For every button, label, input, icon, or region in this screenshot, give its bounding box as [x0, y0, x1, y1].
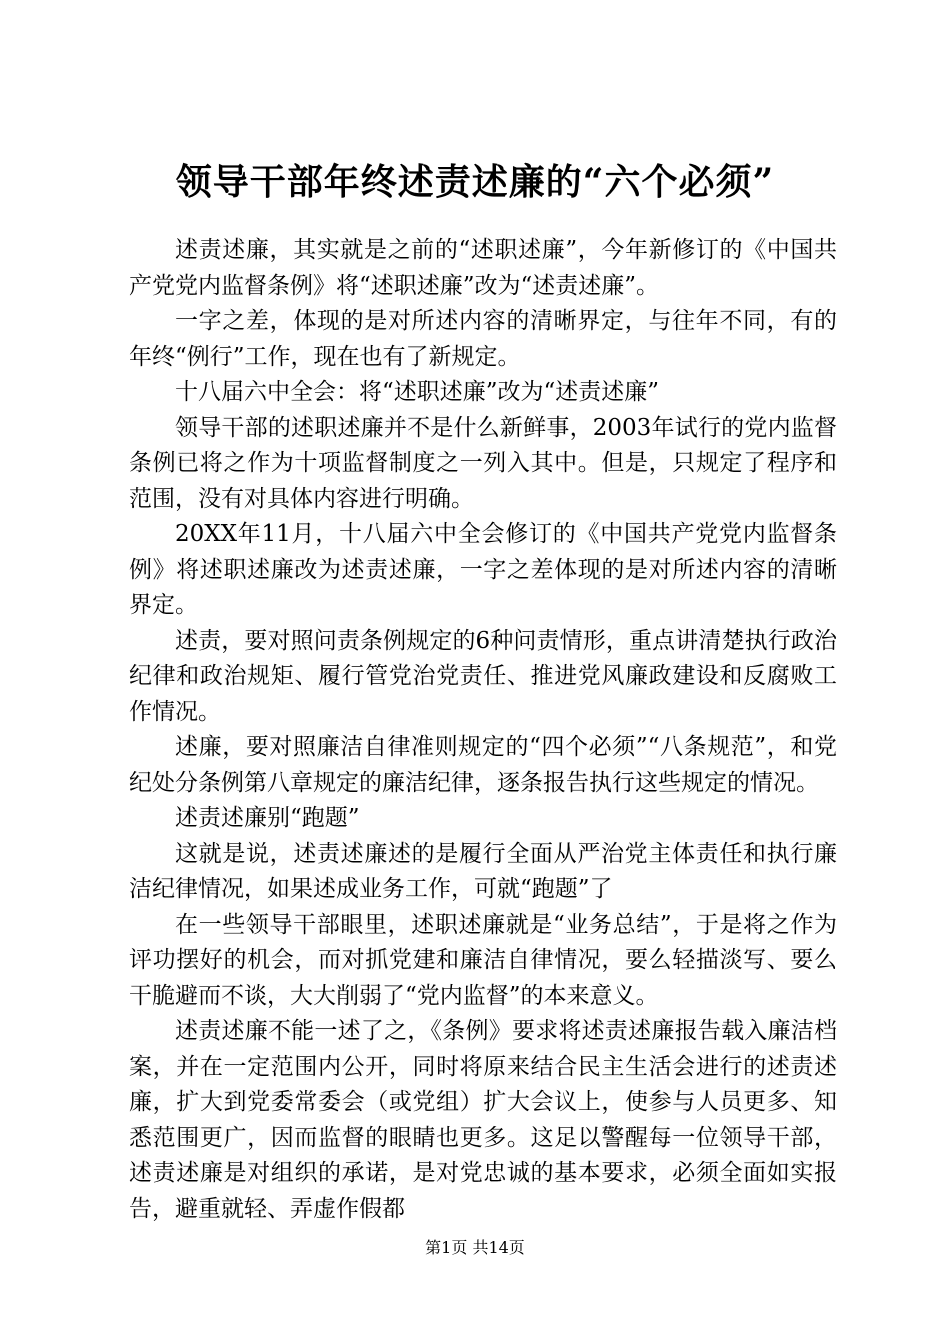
paragraph: 这就是说，述责述廉述的是履行全面从严治党主体责任和执行廉洁纪律情况，如果述成业务工作，可就“跑题”了 — [129, 840, 837, 902]
paragraph: 20XX年11月，十八届六中全会修订的《中国共产党党内监督条例》将述职述廉改为述责述廉，一字之差体现的是对所述内容的清晰界定。 — [129, 521, 837, 618]
section-heading: 述责述廉别“跑题” — [175, 805, 360, 831]
paragraph: 述廉，要对照廉洁自律准则规定的“四个必须”“八条规范”，和党纪处分条例第八章规定的廉洁纪律，逐条报告执行这些规定的情况。 — [129, 734, 837, 796]
paragraph: 一字之差，体现的是对所述内容的清晰界定，与往年不同，有的年终“例行”工作，现在也有了新规定。 — [129, 308, 837, 370]
paragraph: 在一些领导干部眼里，述职述廉就是“业务总结”，于是将之作为评功摆好的机会，而对抓党建和廉洁自律情况，要么轻描淡写、要么干脆避而不谈，大大削弱了“党内监督”的本来意义。 — [129, 911, 837, 1009]
document-title: 领导干部年终述责述廉的“六个必须” — [175, 161, 775, 203]
document-body — [129, 233, 837, 1227]
paragraph: 述责，要对照问责条例规定的6种问责情形，重点讲清楚执行政治纪律和政治规矩、履行管党治党责任、推进党风廉政建设和反腐败工作情况。 — [129, 627, 837, 725]
paragraph: 述责述廉不能一述了之，《条例》要求将述责述廉报告载入廉洁档案，并在一定范围内公开，同时将原来结合民主生活会进行的述责述廉，扩大到党委常委会（或党组）扩大会议上，使参与人员更多、知悉范围更广，因而监督的眼睛也更多。这足以警醒每一位领导干部，述责述廉是对组织的承诺，是对党忠诚的基本要求，必须全面如实报告，避重就轻、弄虚作假都 — [129, 1018, 837, 1222]
section-heading: 十八届六中全会：将“述职述廉”改为“述责述廉” — [175, 379, 660, 405]
page-number: 第1页 共14页 — [425, 1238, 525, 1257]
paragraph: 领导干部的述职述廉并不是什么新鲜事，2003年试行的党内监督条例已将之作为十项监督制度之一列入其中。但是，只规定了程序和范围，没有对具体内容进行明确。 — [129, 414, 837, 512]
paragraph: 述责述廉，其实就是之前的“述职述廉”，今年新修订的《中国共产党党内监督条例》将“述职述廉”改为“述责述廉”。 — [129, 237, 837, 299]
